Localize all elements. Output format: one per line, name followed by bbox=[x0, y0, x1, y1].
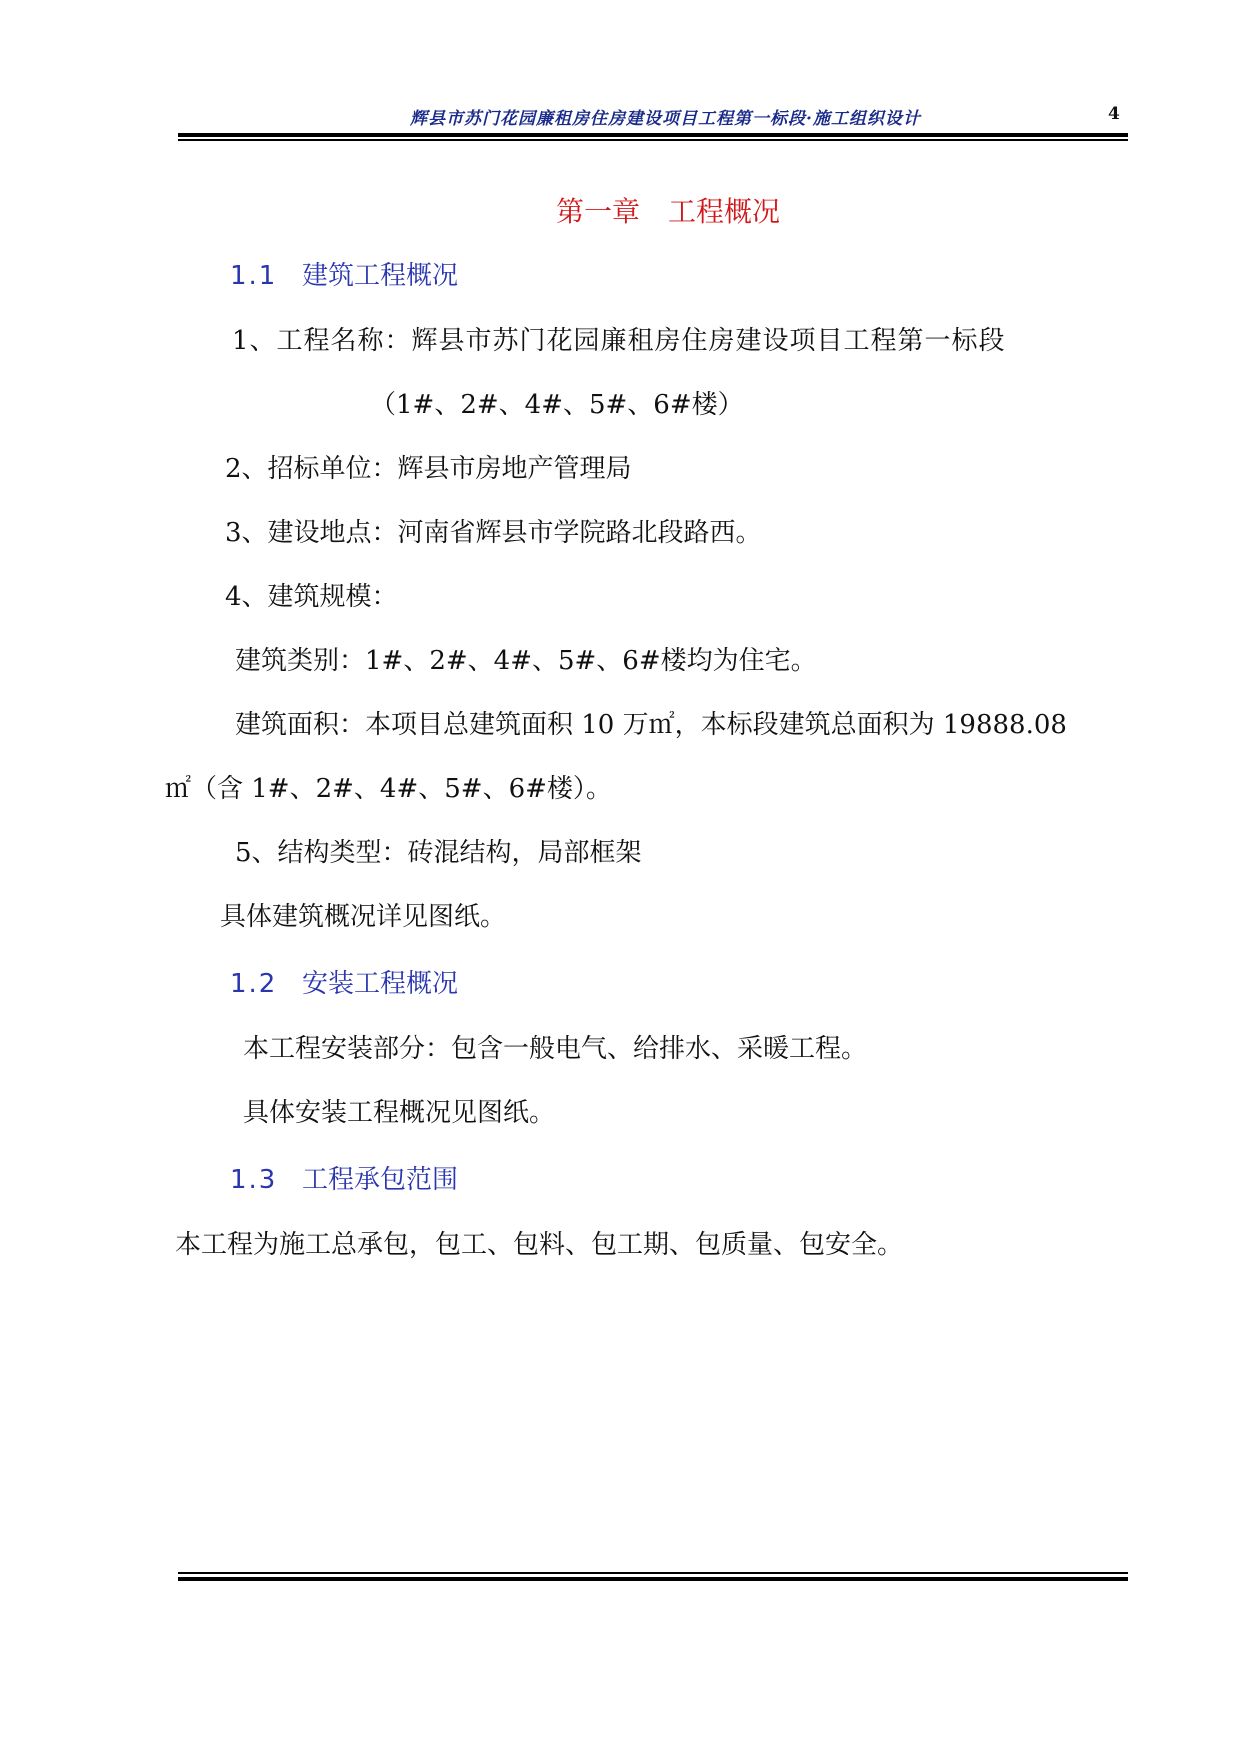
section-heading-1-3 bbox=[230, 1159, 458, 1196]
header-title: 辉县市苏门花园廉租房住房建设项目工程第一标段·施工组织设计 bbox=[410, 109, 921, 129]
installation-scope-line: 本工程安装部分：包含一般电气、给排水、采暖工程。 bbox=[243, 1034, 868, 1064]
tendering-unit-line: 2、招标单位：辉县市房地产管理局 bbox=[225, 454, 632, 484]
project-name-buildings: （1#、2#、4#、5#、6#楼） bbox=[370, 390, 744, 420]
section-title: 安装工程概况 bbox=[302, 969, 459, 999]
section-heading-1-2 bbox=[230, 963, 458, 1000]
footer-rule-thin bbox=[178, 1572, 1128, 1574]
building-area-line: 建筑面积：本项目总建筑面积 10 万㎡，本标段建筑总面积为 19888.08 bbox=[235, 710, 1067, 740]
chapter-title: 第一章 工程概况 bbox=[556, 195, 781, 228]
scale-line: 4、建筑规模： bbox=[225, 582, 398, 612]
page-number: 4 bbox=[1108, 104, 1120, 124]
header-rule-thick bbox=[178, 133, 1128, 137]
section-number: 1.2 bbox=[230, 969, 278, 999]
building-area-continuation: ㎡（含 1#、2#、4#、5#、6#楼）。 bbox=[165, 774, 612, 804]
location-line: 3、建设地点：河南省辉县市学院路北段路西。 bbox=[225, 518, 762, 548]
footer-rule-thick bbox=[178, 1577, 1128, 1581]
project-name-line: 1、工程名称：辉县市苏门花园廉租房住房建设项目工程第一标段 bbox=[232, 326, 1006, 356]
section-number: 1.3 bbox=[230, 1165, 278, 1195]
section-title: 建筑工程概况 bbox=[302, 261, 459, 291]
building-category-line: 建筑类别：1#、2#、4#、5#、6#楼均为住宅。 bbox=[235, 646, 817, 676]
structure-type-line: 5、结构类型：砖混结构，局部框架 bbox=[235, 838, 642, 868]
contract-scope-line: 本工程为施工总承包，包工、包料、包工期、包质量、包安全。 bbox=[175, 1230, 904, 1260]
installation-detail-line: 具体安装工程概况见图纸。 bbox=[243, 1098, 556, 1128]
building-detail-line: 具体建筑概况详见图纸。 bbox=[220, 902, 507, 932]
section-heading-1-1 bbox=[230, 255, 458, 292]
section-number: 1.1 bbox=[230, 261, 278, 291]
section-title: 工程承包范围 bbox=[302, 1165, 459, 1195]
header-rule-thin bbox=[178, 139, 1128, 141]
